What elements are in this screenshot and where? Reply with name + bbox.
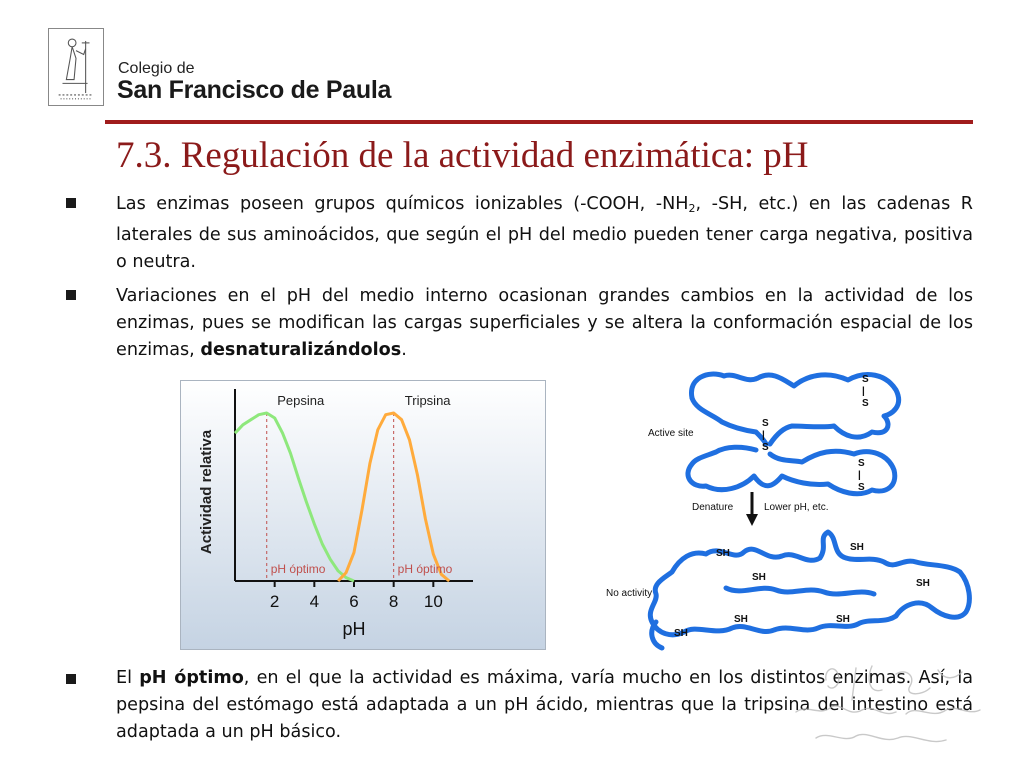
saint-figure-icon [49, 29, 103, 105]
text-run: Variaciones en el pH del medio interno ocasionan grandes cambios en la actividad de los enzimas, pues se modifican las cargas superficiales y se altera la conformación espacial de los enzimas, [116, 286, 973, 360]
sulfur-label: S [862, 374, 869, 385]
x-tick-label: 4 [309, 592, 320, 611]
optimum-label: pH óptimo [270, 562, 326, 576]
x-tick-label: 2 [269, 592, 280, 611]
sulfur-label: S [858, 482, 865, 493]
sh-label: SH [752, 572, 766, 583]
condition-label: Lower pH, etc. [764, 502, 829, 513]
series-label-tripsina: Tripsina [404, 393, 451, 408]
logo-subtitle: Colegio de [118, 60, 195, 77]
x-tick-label: 8 [388, 592, 399, 611]
sulfur-label: S [762, 442, 769, 453]
denatured-protein-chain [650, 532, 969, 648]
bond-tick: | [862, 386, 865, 397]
series-label-pepsina: Pepsina [277, 393, 325, 408]
series-line-pepsina [235, 413, 354, 581]
sh-label: SH [836, 614, 850, 625]
no-activity-label: No activity [606, 588, 653, 599]
sh-label: SH [734, 614, 748, 625]
bond-tick: | [858, 470, 861, 481]
bold-term: pH óptimo [139, 668, 244, 688]
school-logo [48, 28, 104, 106]
bold-term: desnaturalizándolos [200, 340, 402, 360]
arrow-down-icon [746, 492, 758, 526]
text-run: . [401, 340, 407, 360]
bullet-text-ionizable-groups [116, 191, 973, 276]
x-tick-label: 10 [423, 592, 443, 611]
text-run: El [116, 668, 140, 688]
bullet-marker [66, 290, 76, 300]
slide-title: 7.3. Regulación de la actividad enzimática: pH [116, 135, 809, 176]
y-axis-label: Actividad relativa [198, 429, 215, 555]
handwriting-watermark [786, 660, 986, 760]
active-site-label: Active site [648, 428, 694, 439]
native-protein-chain [688, 374, 899, 494]
sulfur-label: S [858, 458, 865, 469]
title-divider [105, 120, 973, 124]
ph-activity-chart [180, 380, 546, 650]
bullet-marker [66, 674, 76, 684]
x-tick-label: 6 [349, 592, 359, 611]
optimum-label: pH óptimo [397, 562, 453, 576]
chart-canvas [181, 381, 547, 651]
text-run: , -SH, etc.) en las cadenas R laterales de sus aminoácidos, que según el pH del medio pueden tener carga negativa, positiva o neutra. [116, 194, 974, 272]
sh-label: SH [716, 548, 730, 559]
logo-school-name: San Francisco de Paula [117, 76, 392, 104]
sulfur-label: S [762, 418, 769, 429]
x-axis-label: pH [342, 619, 366, 639]
protein-denaturation-diagram [596, 366, 986, 656]
sh-label: SH [850, 542, 864, 553]
text-run: Las enzimas poseen grupos químicos ionizables (-COOH, -NH [116, 194, 689, 214]
sh-label: SH [674, 628, 688, 639]
bullet-marker [66, 198, 76, 208]
sulfur-label: S [862, 398, 869, 409]
bond-tick: | [762, 430, 765, 441]
denature-label: Denature [692, 502, 734, 513]
sh-label: SH [916, 578, 930, 589]
text-run: , en el que la actividad es máxima, varía mucho en los distintos enzimas. Así, la pepsina del estómago está adaptada a un pH ácido, mientras que la tripsina del intestino está adaptada a un pH básico. [116, 668, 973, 742]
subscript-text: 2 [688, 202, 696, 215]
bullet-text-ph-variations [116, 283, 973, 364]
